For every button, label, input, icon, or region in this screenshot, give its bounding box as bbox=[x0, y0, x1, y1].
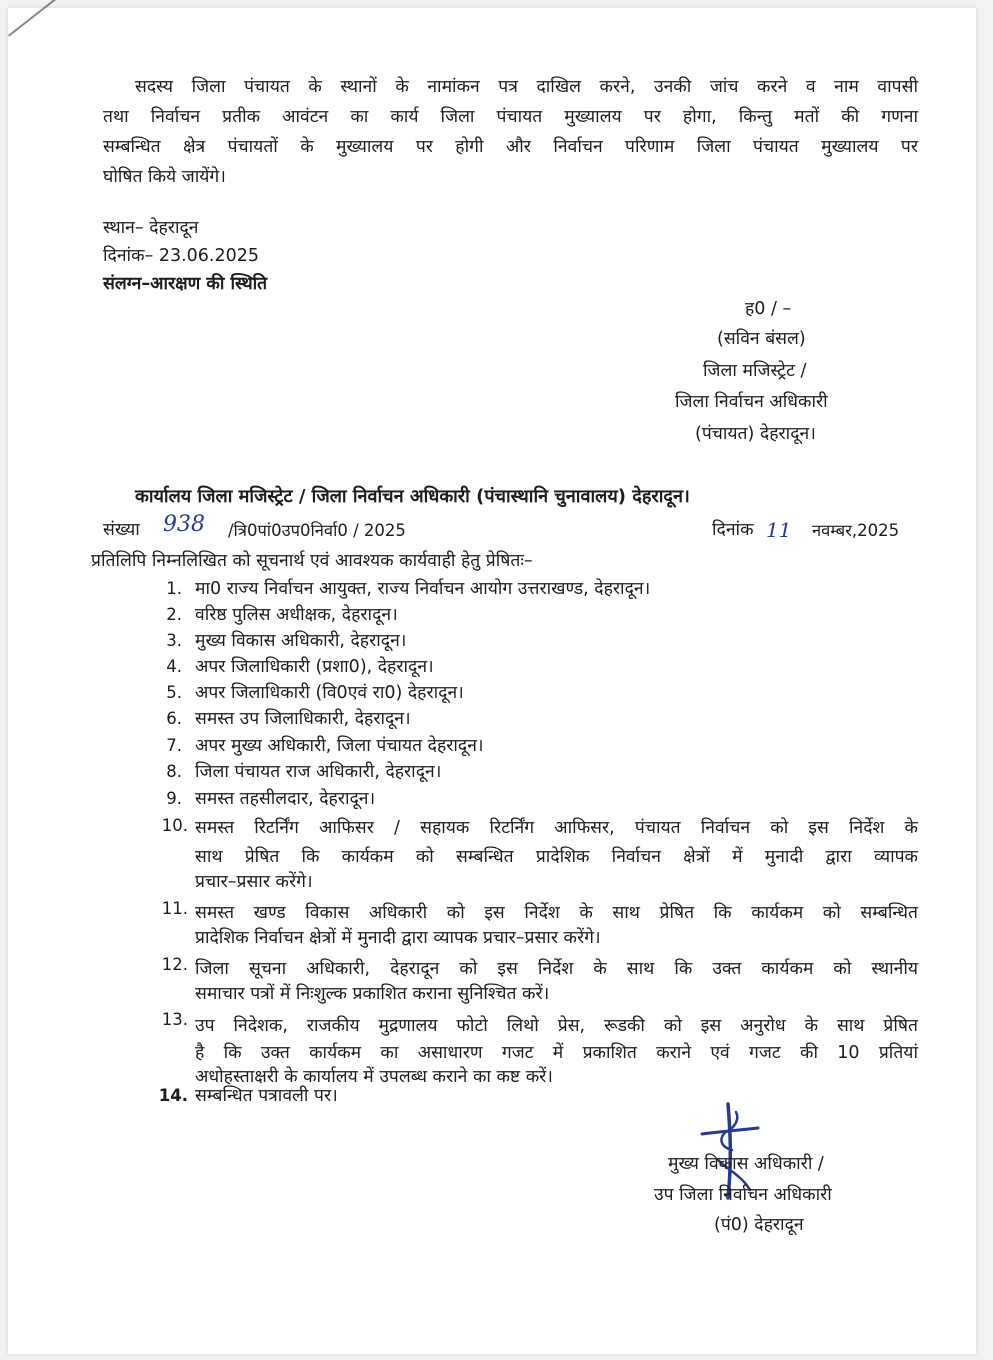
copy-to-line: प्रतिलिपि निम्नलिखित को सूचनार्थ एवं आवश्यक कार्यवाही हेतु प्रेषितः– bbox=[91, 551, 533, 571]
item-text: साथ प्रेषित कि कार्यकम को सम्बन्धित प्रादेशिक निर्वाचन क्षेत्रों में मुनादी द्वारा व्यापक bbox=[195, 847, 918, 867]
item-number: 1. bbox=[166, 579, 182, 598]
item-text: है कि उक्त कार्यकम का असाधारण गजट में प्रकाशित कराने एवं गजट की 10 प्रतियां bbox=[195, 1043, 918, 1063]
signatory-designation: उप जिला निर्वाचन अधिकारी bbox=[654, 1185, 832, 1205]
item-number: 14. bbox=[158, 1086, 188, 1105]
item-text: प्रादेशिक निर्वाचन क्षेत्रों में मुनादी द्वारा व्यापक प्रचार–प्रसार करेंगे। bbox=[195, 928, 601, 948]
item-text: अपर जिलाधिकारी (प्रशा0), देहरादून। bbox=[195, 657, 434, 677]
intro-line: तथा निर्वाचन प्रतीक आवंटन का कार्य जिला पंचायत मुख्यालय पर होगा, किन्तु मतों की गणना bbox=[103, 107, 918, 127]
item-number: 6. bbox=[166, 709, 182, 728]
item-number: 7. bbox=[166, 736, 182, 755]
item-number: 3. bbox=[166, 631, 182, 650]
handwritten-number: 938 bbox=[163, 512, 205, 537]
item-number: 4. bbox=[166, 657, 182, 676]
place: स्थान– देहरादून bbox=[103, 218, 199, 238]
item-number: 12. bbox=[161, 955, 188, 974]
item-number: 11. bbox=[161, 899, 188, 918]
office-heading: कार्यालय जिला मजिस्ट्रेट / जिला निर्वाचन अधिकारी (पंचास्थानि चुनावालय) देहरादून। bbox=[135, 486, 690, 507]
intro-line: घोषित किये जायेंगे। bbox=[103, 167, 226, 187]
signatory-designation: जिला निर्वाचन अधिकारी bbox=[675, 392, 828, 412]
item-text: अपर मुख्य अधिकारी, जिला पंचायत देहरादून। bbox=[195, 736, 484, 756]
item-text: समस्त खण्ड विकास अधिकारी को इस निर्देश के साथ प्रेषित कि कार्यकम को सम्बन्धित bbox=[195, 903, 918, 923]
item-text: सम्बन्धित पत्रावली पर। bbox=[195, 1086, 338, 1106]
item-text: उप निदेशक, राजकीय मुद्रणालय फोटो लिथो प्रेस, रूडकी को इस अनुरोध के साथ प्रेषित bbox=[195, 1016, 918, 1036]
item-text: प्रचार–प्रसार करेंगे। bbox=[195, 872, 313, 892]
intro-line: सदस्य जिला पंचायत के स्थानों के नामांकन पत्र दाखिल करने, उनकी जांच करने व नाम वापसी bbox=[135, 77, 918, 97]
handwritten-day: 11 bbox=[766, 518, 792, 542]
item-text: जिला पंचायत राज अधिकारी, देहरादून। bbox=[195, 762, 442, 782]
date-label: दिनांक bbox=[712, 520, 754, 540]
signatory-name: (सविन बंसल) bbox=[717, 329, 806, 349]
item-text: वरिष्ठ पुलिस अधीक्षक, देहरादून। bbox=[195, 605, 398, 625]
item-number: 8. bbox=[166, 762, 182, 781]
item-text: मुख्य विकास अधिकारी, देहरादून। bbox=[195, 631, 407, 651]
item-number: 13. bbox=[161, 1010, 188, 1029]
signatory-designation: जिला मजिस्ट्रेट / bbox=[703, 361, 807, 381]
item-text: जिला सूचना अधिकारी, देहरादून को इस निर्देश के साथ कि उक्त कार्यकम को स्थानीय bbox=[195, 959, 918, 979]
sign-mark: ह0 / – bbox=[745, 299, 792, 319]
item-text: अपर जिलाधिकारी (वि0एवं रा0) देहरादून। bbox=[195, 683, 464, 703]
signatory-designation: मुख्य विकास अधिकारी / bbox=[668, 1154, 824, 1174]
item-text: समस्त तहसीलदार, देहरादून। bbox=[195, 789, 376, 809]
reference-prefix: संख्या bbox=[103, 520, 140, 540]
item-text: समस्त उप जिलाधिकारी, देहरादून। bbox=[195, 709, 411, 729]
enclosure: संलग्न–आरक्षण की स्थिति bbox=[103, 274, 268, 294]
item-number: 2. bbox=[166, 605, 182, 624]
intro-line: सम्बन्धित क्षेत्र पंचायतों के मुख्यालय पर होगी और निर्वाचन परिणाम जिला पंचायत मुख्यालय पर bbox=[103, 137, 918, 157]
signatory-designation: (पंचायत) देहरादून। bbox=[695, 424, 816, 444]
item-number: 10. bbox=[161, 816, 188, 835]
item-text: समाचार पत्रों में निःशुल्क प्रकाशित कराना सुनिश्चित करें। bbox=[195, 984, 550, 1004]
date: दिनांक– 23.06.2025 bbox=[103, 246, 260, 266]
signatory-designation: (पं0) देहरादून bbox=[714, 1215, 804, 1235]
item-text: मा0 राज्य निर्वाचन आयुक्त, राज्य निर्वाचन आयोग उत्तराखण्ड, देहरादून। bbox=[195, 579, 651, 599]
reference-suffix: /त्रि0पां0उप0निर्वा0 / 2025 bbox=[228, 521, 406, 540]
date-rest: नवम्बर,2025 bbox=[812, 521, 900, 540]
item-text: अधोहस्ताक्षरी के कार्यालय में उपलब्ध कराने का कष्ट करें। bbox=[195, 1067, 553, 1087]
item-text: समस्त रिटर्निंग आफिसर / सहायक रिटर्निंग आफिसर, पंचायत निर्वाचन को इस निर्देश के bbox=[195, 818, 918, 838]
document-page bbox=[8, 8, 976, 1354]
item-number: 5. bbox=[166, 683, 182, 702]
item-number: 9. bbox=[166, 789, 182, 808]
